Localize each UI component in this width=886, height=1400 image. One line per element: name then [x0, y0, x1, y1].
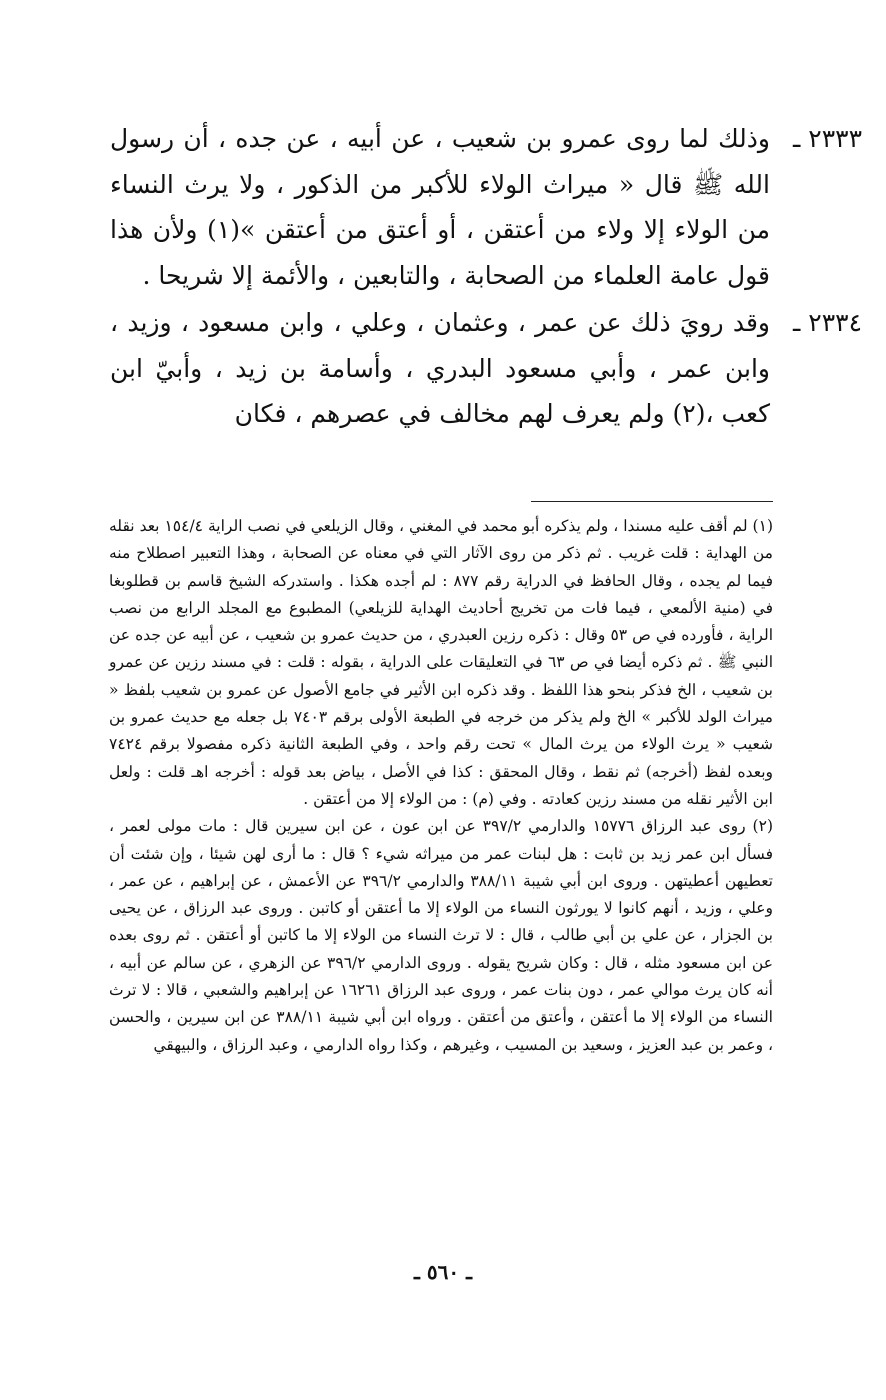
- paragraph-2333: [110, 116, 862, 298]
- paragraph-2334: [110, 300, 862, 437]
- main-text: [110, 116, 862, 439]
- footnote-divider: [531, 501, 773, 502]
- page-number: ـ ٥٦٠ ـ: [414, 1260, 472, 1284]
- paragraph-text: وذلك لما روى عمرو بن شعيب ، عن أبيه ، عن جده ، أن رسول الله ﷺ قال « ميراث الولاء للأكبر من الذكور ، ولا يرث النساء من الولاء إلا ولاء من أعتقن ، أو أعتق من أعتقن »(١) ولأن هذا قول عامة العلماء من الصحابة ، والتابعين ، والأئمة إلا شريحا .: [110, 124, 770, 290]
- footnote-2: (٢) روى عبد الرزاق ١٥٧٧٦ والدارمي ٣٩٧/٢ عن ابن عون ، عن ابن سيرين قال : مات مولى لعمر ، فسأل ابن عمر زيد بن ثابت : هل لبنات عمر من ميراثه شيء ؟ قال : ما أرى لهن شيئا ، وإن شئت أن تعطيهن أعطيتهن . وروى ابن أبي شيبة ٣٨٨/١١ والدارمي ٣٩٦/٢ عن الأعمش ، عن إبراهيم ، عن عمر ، وعلي ، وزيد ، أنهم كانوا لا يورثون النساء من الولاء إلا ما أعتقن أو كاتبن . وروى عبد الرزاق ، عن يحيى بن الجزار ، عن علي بن أبي طالب ، قال : لا ترث النساء من الولاء إلا ما كاتبن أو أعتقن . ثم روى بعده عن ابن مسعود مثله ، قال : وكان شريح يقوله . وروى الدارمي ٣٩٦/٢ عن الزهري ، عن سالم عن أبيه ، أنه كان يرث موالي عمر ، دون بنات عمر ، وروى عبد الرزاق ١٦٢٦١ عن إبراهيم والشعبي ، قالا : لا ترث النساء من الولاء إلا ما أعتقن ، وأعتق من أعتقن . ورواه ابن أبي شيبة ٣٨٨/١١ عن ابن سيرين ، والحسن ، وعمر بن عبد العزيز ، وسعيد بن المسيب ، وغيرهم ، وكذا رواه الدارمي ، وعبد الرزاق ، والبيهقي: [109, 817, 773, 1054]
- paragraph-number: ٢٣٣٤ ـ: [793, 308, 862, 337]
- footnotes: [109, 513, 773, 1059]
- footnote-1: (١) لم أقف عليه مسندا ، ولم يذكره أبو محمد في المغني ، وقال الزيلعي في نصب الراية ١٥٤/٤ بعد نقله من الهداية : قلت غريب . ثم ذكر من روى الآثار التي في معناه عن الصحابة ، وهذا التعبير اصطلاح منه فيما لم يجده ، وقال الحافظ في الدراية رقم ٨٧٧ : لم أجده هكذا . واستدركه الشيخ قاسم بن قطلوبغا في (منية الألمعي ، فيما فات من تخريج أحاديث الهداية للزيلعي) المطبوع مع المجلد الرابع من نصب الراية ، فأورده في ص ٥٣ وقال : ذكره رزين العبدري ، من حديث عمرو بن شعيب ، عن أبيه عن جده عن النبي ﷺ . ثم ذكره أيضا في ص ٦٣ في التعليقات على الدراية ، بقوله : قلت : في مسند رزين عن عمرو بن شعيب ، الخ فذكر بنحو هذا اللفظ . وقد ذكره ابن الأثير في جامع الأصول عن عمرو بن شعيب بلفظ « ميراث الولد للأكبر » الخ ولم يذكر من خرجه في الطبعة الأولى برقم ٧٤٠٣ بل جعله مع حديث عمرو بن شعيب « يرث الولاء من يرث المال » تحت رقم واحد ، وفي الطبعة الثانية ذكره مفصولا برقم ٧٤٢٤ وبعده لفظ (أخرجه) ثم نقط ، وقال المحقق : كذا في الأصل ، بياض بعد قوله : أخرجه اهـ قلت : ولعل ابن الأثير نقله من مسند رزين كعادته . وفي (م) : من الولاء إلا من أعتقن .: [109, 517, 774, 808]
- paragraph-text: وقد رويَ ذلك عن عمر ، وعثمان ، وعلي ، وابن مسعود ، وزيد ، وابن عمر ، وأبي مسعود البدري ، وأسامة بن زيد ، وأبيّ ابن كعب ،(٢) ولم يعرف لهم مخالف في عصرهم ، فكان: [110, 308, 770, 428]
- paragraph-number: ٢٣٣٣ ـ: [793, 124, 862, 153]
